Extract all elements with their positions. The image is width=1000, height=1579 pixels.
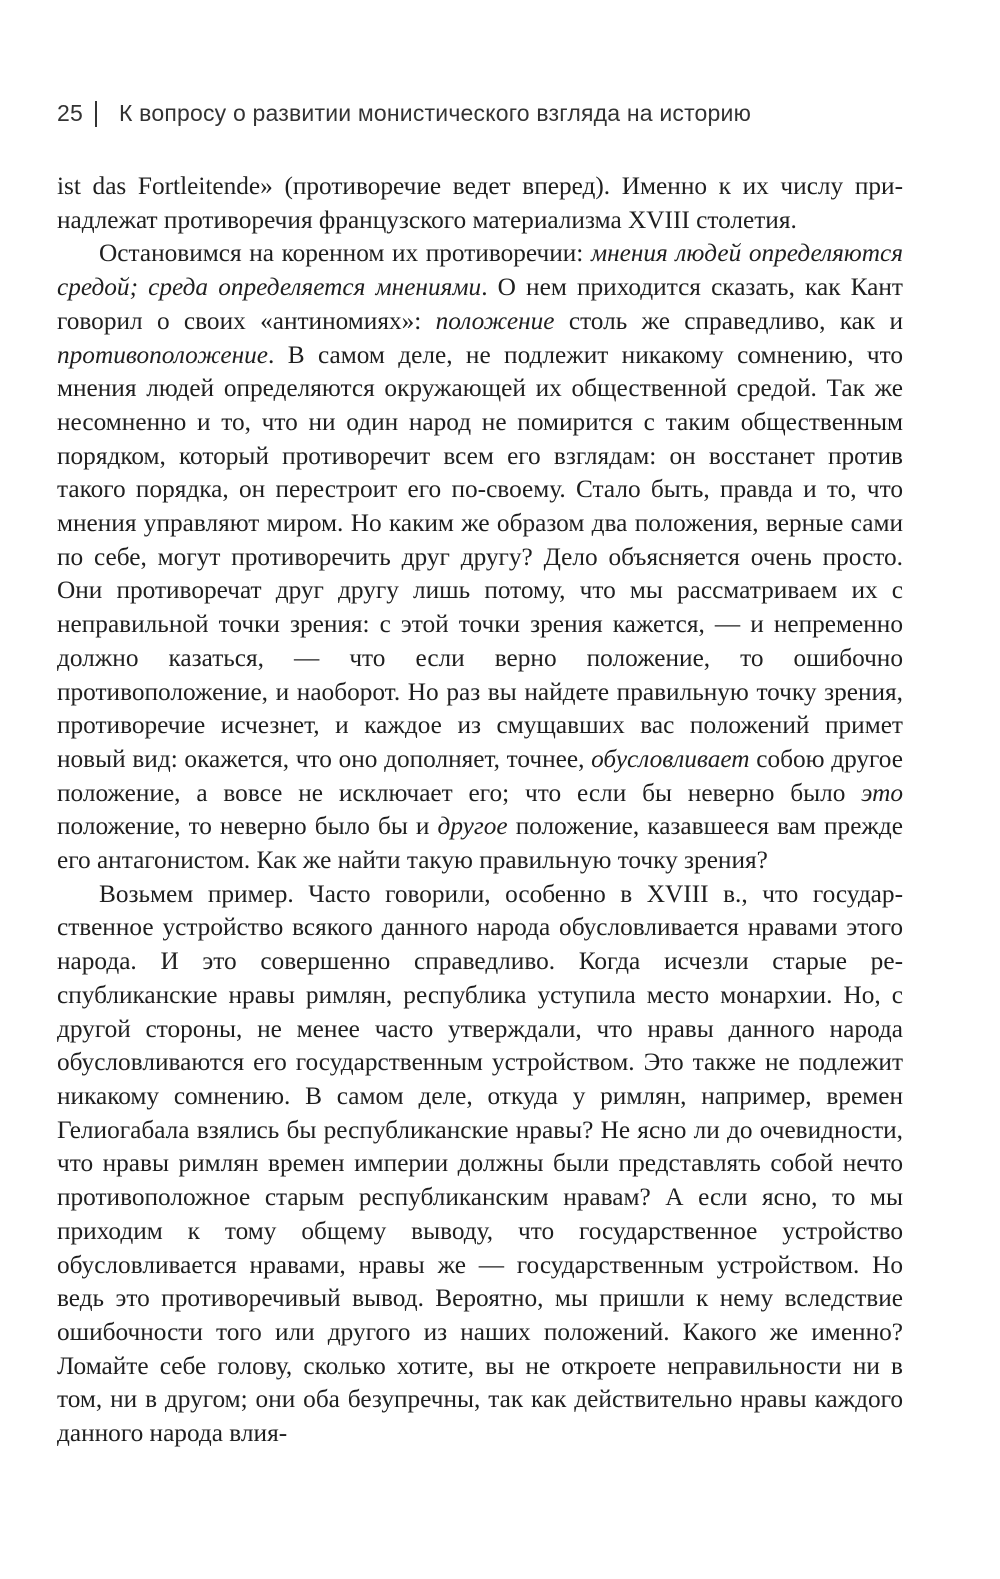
italic-segment: мнения людей определяются средой; среда определяется мнениями <box>57 239 903 302</box>
body-text <box>57 170 903 1451</box>
text-segment: Остановимся на коренном их противоречии: <box>99 239 591 268</box>
italic-segment: положение <box>435 306 555 335</box>
italic-segment: противоположение <box>57 340 269 369</box>
paragraph-2 <box>57 237 903 877</box>
text-segment: собою другое положение, а вовсе не исключает его; что если бы неверно было <box>57 744 903 807</box>
paragraph-3 <box>57 878 903 1451</box>
italic-segment: это <box>861 778 903 807</box>
text-segment: ist das Fortleitende» (противоречие ведет вперед). Именно к их числу принадлежат противоречия французского материализма XVIII столетия. <box>57 172 903 234</box>
header-separator <box>95 101 97 127</box>
paragraph-1 <box>57 170 903 237</box>
text-segment: положение, казавшееся вам прежде его антагонистом. Как же найти такую правильную точку зрения? <box>57 812 904 875</box>
text-segment: . О нем приходится сказать, как Кант говорил о своих «антиномиях»: <box>57 273 903 335</box>
italic-segment: другое <box>437 812 508 841</box>
italic-segment: обусловливает <box>591 744 750 773</box>
running-header <box>57 100 917 127</box>
text-segment: . В самом деле, не подлежит никакому сомнению, что мнения людей определяются окружающей их общественной средой. Так же несомненно и то, что ни один народ не помирится с таким общественным порядком, который противоречит всем его взглядам: он восстанет против такого порядка, он перестроит его по-своему. Стало быть, правда и то, что мнения управляют миром. Но каким же образом два положения, верные сами по себе, могут противоречить друг другу? Дело объясняется очень просто. Они противоречат друг другу лишь потому, что мы рассматриваем их с неправильной точки зрения: с этой точки зрения кажется, — и непременно должно казаться, — что если верно положение, то ошибочно противоположение, и наоборот. Но раз вы найдете правильную точку зрения, противоречие исчезнет, и каждое из смущавших вас положений примет новый вид: окажется, что оно дополняет, точнее, <box>57 340 903 773</box>
text-segment: положение, то неверно было бы и <box>57 812 438 841</box>
page-number: 25 <box>57 100 83 126</box>
text-segment: Возьмем пример. Часто говорили, особенно в XVIII в., что государственное устройство всякого данного народа обусловливается нравами этого народа. И это совершенно справедливо. Когда исчезли старые республиканские нравы римлян, республика уступила место монархии. Но, с другой стороны, не менее часто утверждали, что нравы данного народа обусловливаются его государственным устройством. Это также не подлежит никакому сомнению. В самом деле, откуда у римлян, например, времен Гелиогабала взялись бы республиканские нравы? Не ясно ли до очевидности, что нравы римлян времен империи должны были представлять собой нечто противоположное старым республиканским нравам? А если ясно, то мы приходим к тому общему выводу, что государственное устройство обусловливается нравами, нравы же — государственным устройством. Но ведь это противоречивый вывод. Вероятно, мы пришли к нему вследствие ошибочности того или другого из наших положений. Какого же именно? Ломайте себе голову, сколько хотите, вы не откроете неправильности ни в том, ни в другом; они оба безупречны, так как действительно нравы каждого данного народа влия- <box>57 879 903 1448</box>
text-segment: столь же справедливо, как и <box>554 306 903 335</box>
running-title: К вопросу о развитии монистического взгляда на историю <box>118 100 752 126</box>
